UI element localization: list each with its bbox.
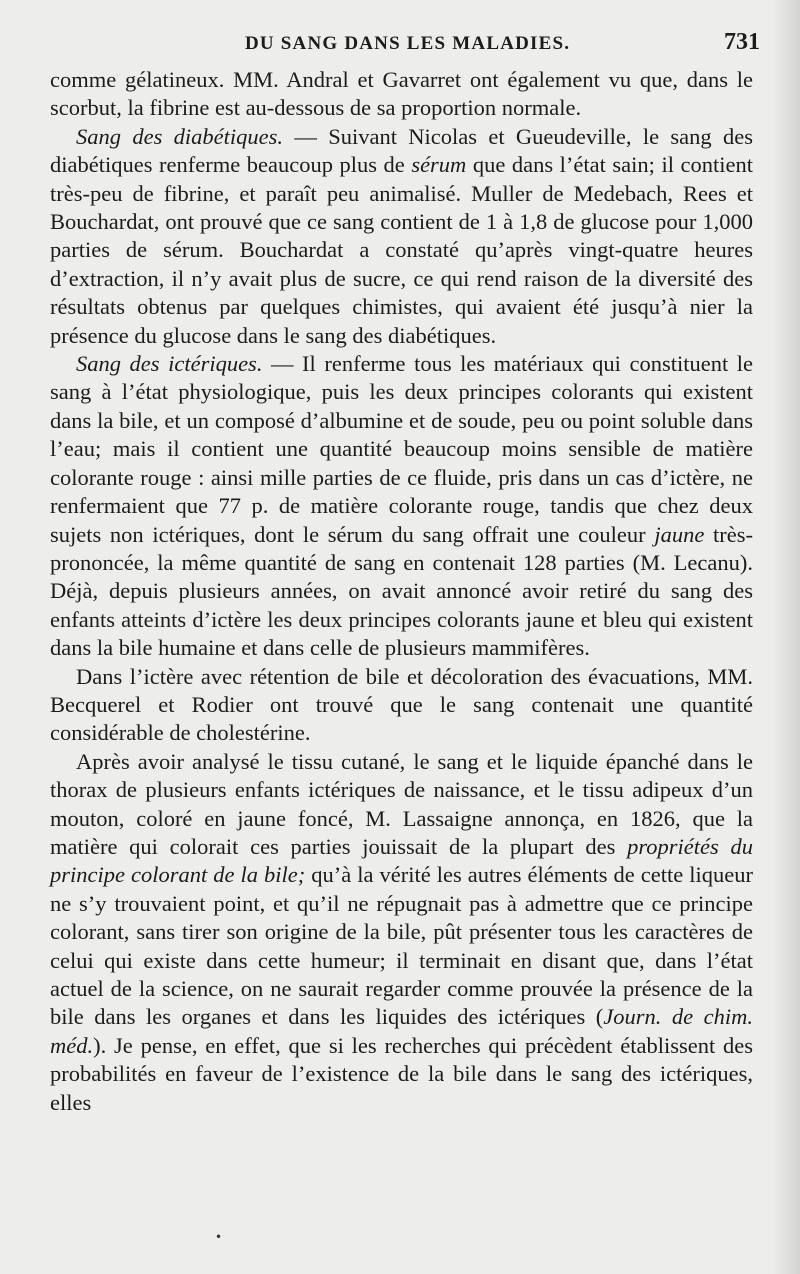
- text-run: comme gélatineux. MM. Andral et Gavarret ont également vu que, dans le scorbut, la fibrine est au-dessous de sa proportion normale.: [50, 67, 753, 121]
- paragraph: [50, 663, 753, 748]
- italic-phrase: propriétés du principe colorant de la bile;: [50, 833, 753, 888]
- text-run: — Il renferme tous les matériaux qui constituent le sang à l’état physiologique, puis les deux principes colorants qui existent dans la bile, et un composé d’albumine et de soude, peu ou point soluble dans l’eau; mais il contient une quantité beaucoup moins sensible de matière colorante rouge : ainsi mille parties de ce fluide, pris dans un cas d’ictère, ne renfermaient que 77 p. de matière colorante rouge, tandis que chez deux sujets non ictériques, dont le sérum du sang offrait une couleur: [50, 351, 754, 547]
- text-run: Après avoir analysé le tissu cutané, le sang et le liquide épanché dans le thorax de plusieurs enfants ictériques de naissance, et le tissu adipeux d’un mouton, coloré en jaune foncé, M. Lassaigne annonça, en 1826, que la matière qui colorait ces parties jouissait de la plupart des: [50, 748, 753, 859]
- paragraph: [50, 748, 753, 1117]
- italic-term: sérum: [411, 152, 467, 178]
- paragraph: [50, 123, 753, 350]
- text-run: — Suivant Nicolas et Gueudeville, le sang des diabétiques renferme beaucoup plus de: [50, 123, 753, 178]
- text-run: très-prononcée, la même quantité de sang en contenait 128 parties (M. Lecanu). Déjà, depuis plusieurs années, on avait annoncé avoir retiré du sang des enfants atteints d’ictère les deux principes colorants jaune et bleu qui existent dans la bile humaine et dans celle de plusieurs mammifères.: [50, 521, 753, 661]
- running-head: DU SANG DANS LES MALADIES.: [245, 33, 571, 54]
- section-heading: Sang des diabétiques.: [76, 123, 284, 149]
- italic-term: jaune: [654, 521, 705, 547]
- paragraph: [50, 66, 753, 123]
- text-run: qu’à la vérité les autres éléments de cette liqueur ne s’y trouvaient point, et qu’il ne répugnait pas à admettre que ce principe colorant, sans tirer son origine de la bile, pût présenter tous les caractères de celui qui existe dans cette humeur; il terminait en disant que, dans l’état actuel de la science, on ne saurait regarder comme prouvée la présence de la bile dans les organes et dans les liquides des ictériques (: [50, 862, 753, 1030]
- print-speck: •: [215, 1230, 223, 1244]
- paragraph: [50, 350, 753, 662]
- body-text: [50, 66, 753, 1117]
- page-edge-shadow: [772, 0, 800, 1274]
- section-heading: Sang des ictériques.: [76, 351, 263, 377]
- journal-citation: Journ. de chim. méd.: [50, 1004, 753, 1058]
- text-run: Dans l’ictère avec rétention de bile et décoloration des évacuations, MM. Becquerel et Rodier ont trouvé que le sang contenait une quantité considérable de cholestérine.: [50, 663, 753, 746]
- text-run: ). Je pense, en effet, que si les recherches qui précèdent établissent des probabilités en faveur de l’existence de la bile dans le sang des ictériques, elles: [50, 1032, 753, 1115]
- page-header: [50, 29, 760, 63]
- page-number: 731: [724, 29, 760, 55]
- text-run: que dans l’état sain; il contient très-peu de fibrine, et paraît peu animalisé. Muller de Medebach, Rees et Bouchardat, ont prouvé que ce sang contient de 1 à 1,8 de glucose pour 1,000 parties de sérum. Bouchardat a constaté qu’après vingt-quatre heures d’extraction, il n’y avait plus de sucre, ce qui rend raison de la diversité des résultats obtenus par quelques chimistes, qui avaient été jusqu’à nier la présence du glucose dans le sang des diabétiques.: [50, 152, 753, 348]
